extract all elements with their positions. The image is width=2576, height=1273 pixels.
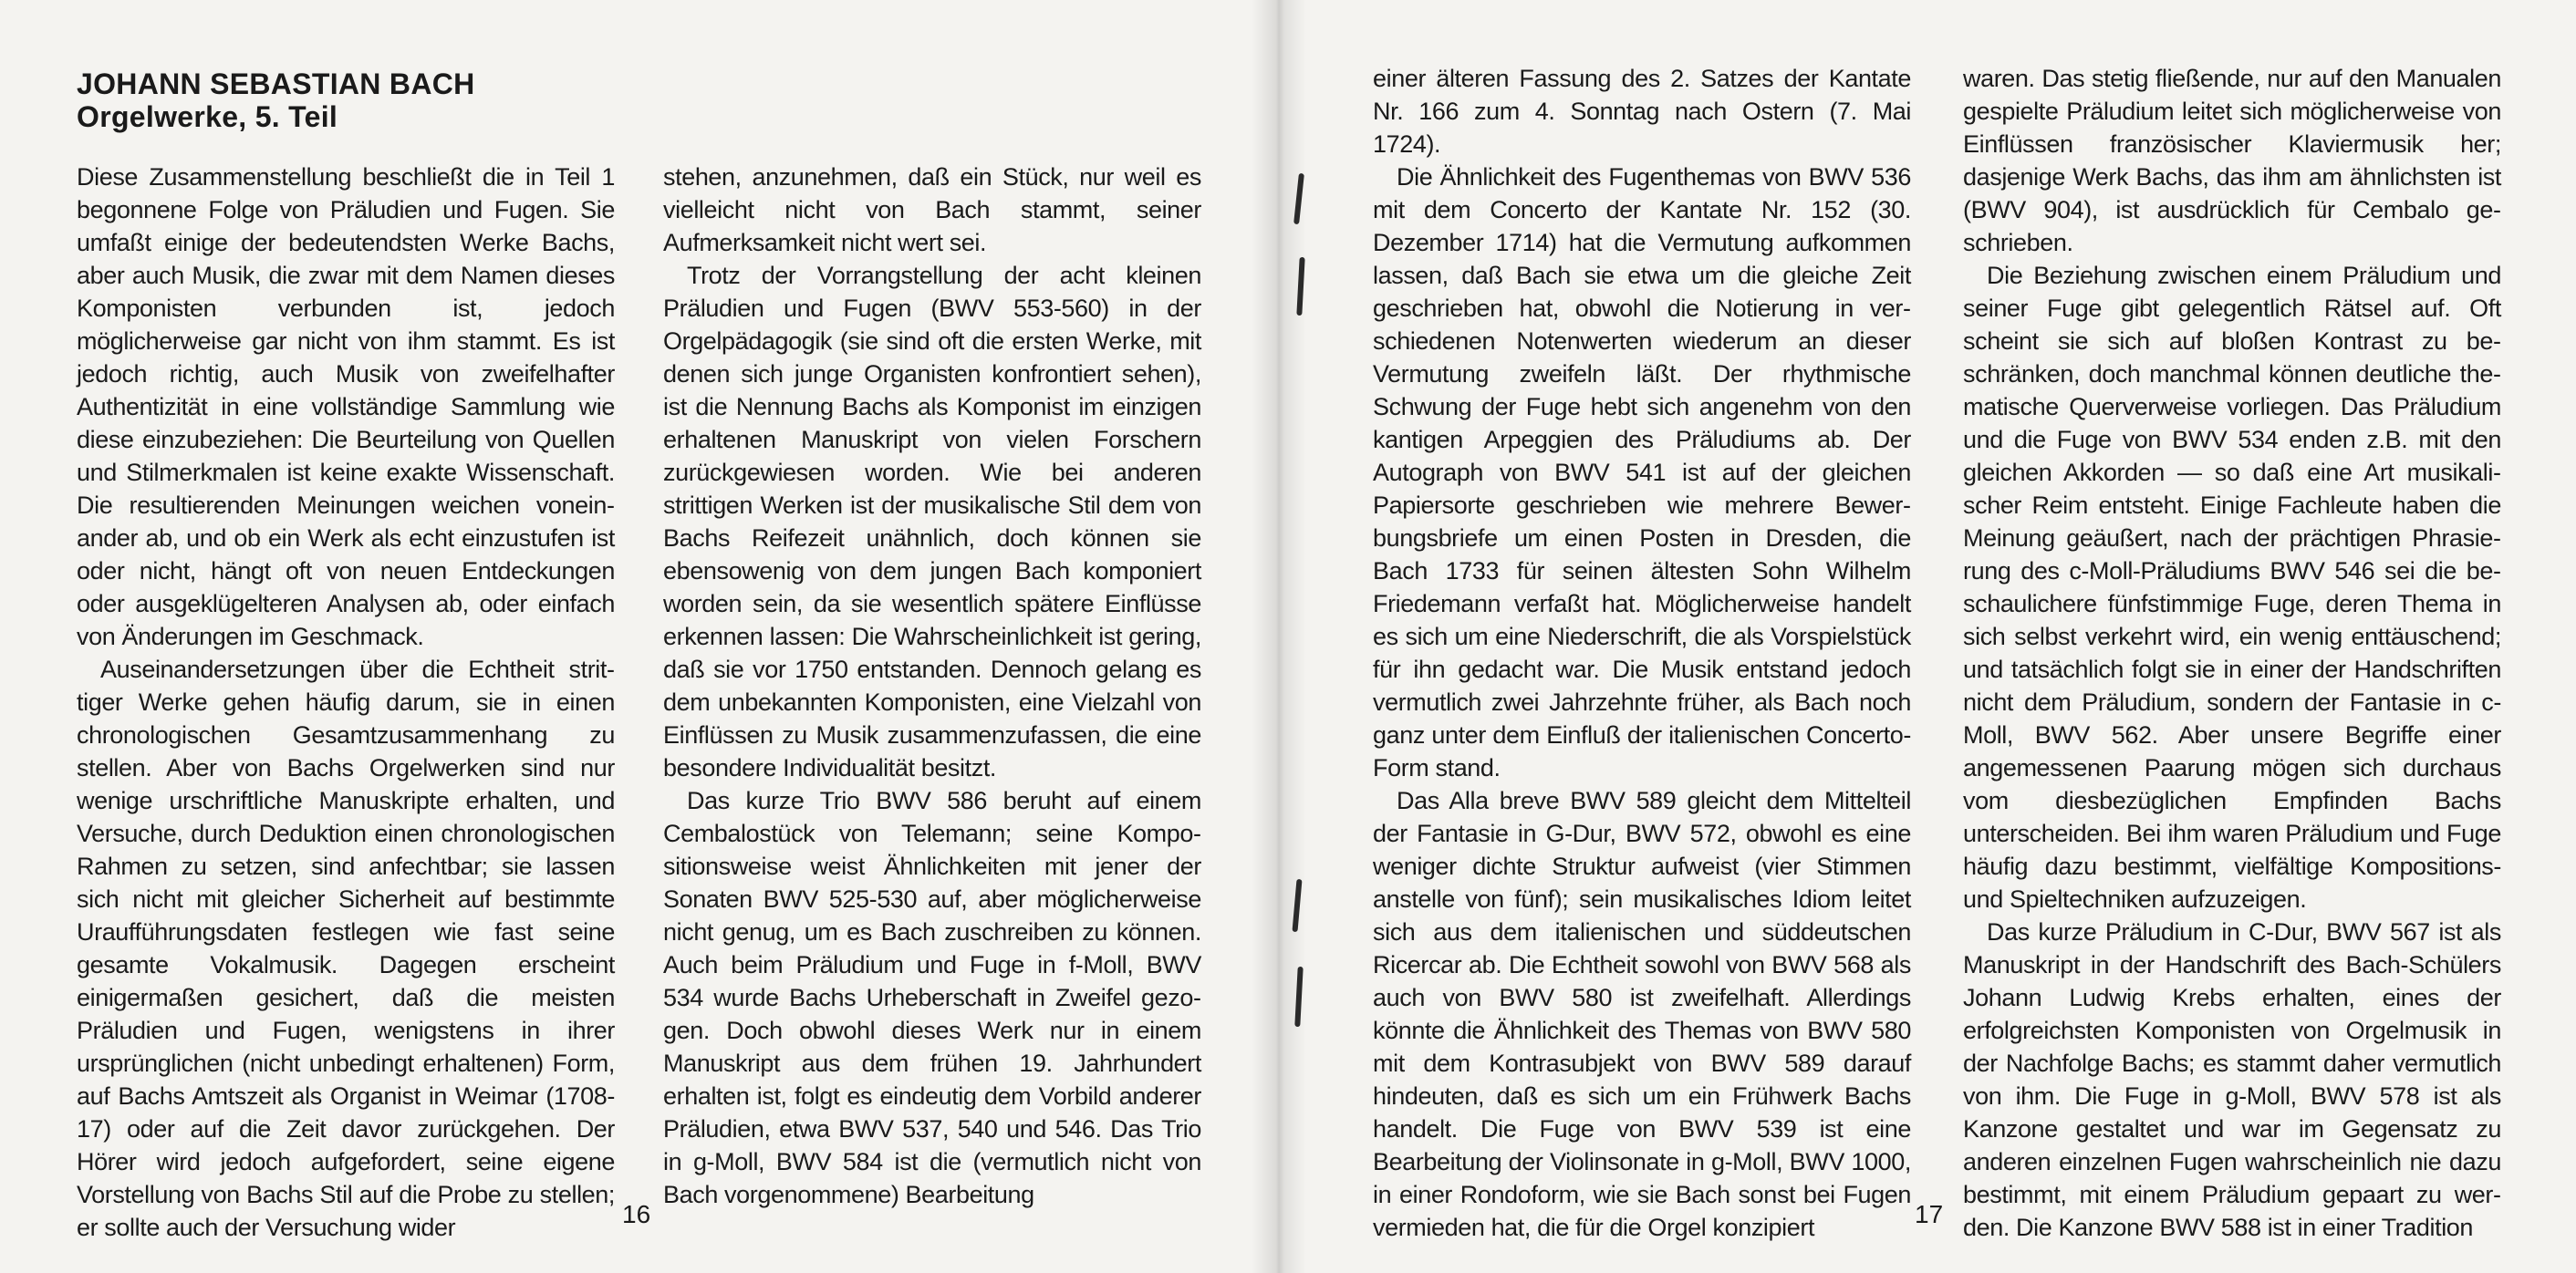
paragraph: Das kurze Trio BWV 586 beruht auf einem Cembalostück von Telemann; seine Kompositionsweise weist Ähnlichkeiten mit jener der Sonaten BWV 525-530 auf, aber möglicherweise nicht genug, um es Bach zuschreiben zu können. Auch beim Präludium und Fuge in f-Moll, BWV 534 wurde Bachs Urheberschaft in Zweifel gezogen. Doch obwohl dieses Werk nur in einem Manuskript aus dem frühen 19. Jahrhundert erhalten ist, folgt es eindeutig dem Vorbild anderer Präludien, etwa BWV 537, 540 und 546. Das Trio in g-Moll, BWV 584 ist die (vermutlich nicht von Bach vorgenommene) Bearbeitung (663, 787, 1201, 1208)
article-subtitle: Orgelwerke, 5. Teil (77, 100, 338, 133)
text-column-4 (1963, 62, 2501, 1244)
text-column-2 (663, 160, 1201, 1211)
paragraph: stehen, anzunehmen, daß ein Stück, nur weil es vielleicht nicht von Bach stammt, seiner Aufmerksamkeit nicht wert sei. (663, 163, 1201, 256)
text-column-1 (77, 160, 615, 1244)
page-number-right: 17 (1915, 1200, 1944, 1228)
article-heading (77, 67, 642, 133)
paragraph: Trotz der Vorrangstellung der acht kleinen Präludien und Fugen (BWV 553-560) in der Orgelpädagogik (sie sind oft die ersten Werke, mit denen sich junge Organisten konfrontiert sehen), ist die Nennung Bachs als Komponist im einzigen erhaltenen Manuskript von vielen Forschern zurückgewiesen worden. Wie bei anderen strittigen Werken ist der musikalische Stil dem von Bachs Reifezeit unähnlich, doch können sie ebensowenig von dem jungen Bach komponiert worden sein, da sie wesentlich spätere Einflüsse erkennen lassen: Die Wahrscheinlichkeit ist gering, daß sie vor 1750 entstanden. Dennoch gelang es dem unbekannten Komponisten, eine Vielzahl von Einflüssen zu Musik zusammenzufassen, die eine besondere Individualität besitzt. (663, 262, 1201, 781)
paragraph: Auseinandersetzungen über die Echtheit strittiger Werke gehen häufig darum, sie in einen chronologischen Gesamtzusammenhang zu stellen. Aber von Bachs Orgelwerken sind nur wenige urschriftliche Manuskripte erhalten, und Versuche, durch Deduktion einen chronologischen Rahmen zu setzen, sind anfechtbar; sie lassen sich nicht mit gleicher Sicherheit auf bestimmte Uraufführungsdaten festlegen wie fast seine gesamte Vokalmusik. Dagegen erscheint einigermaßen gesichert, daß die meisten Präludien und Fugen, wenigstens in ihrer ursprünglichen (nicht unbedingt erhaltenen) Form, auf Bachs Amtszeit als Organist in Weimar (1708-17) oder auf die Zeit davor zurückgehen. Der Hörer wird jedoch aufgefordert, seine eigene Vorstellung von Bachs Stil auf die Probe zu stellen; er sollte auch der Versuchung wider (77, 656, 615, 1241)
page-number-left: 16 (622, 1200, 651, 1228)
text-column-3 (1373, 62, 1911, 1244)
paragraph: waren. Das stetig fließende, nur auf den Manualen gespielte Präludium leitet sich möglicherweise von Einflüssen französischer Klaviermusik her; dasjenige Werk Bachs, das ihm am ähnlichsten ist (BWV 904), ist ausdrücklich für Cembalo geschrieben. (1963, 65, 2501, 256)
paragraph: Die Beziehung zwischen einem Präludium und seiner Fuge gibt gelegentlich Rätsel auf. Oft scheint sie sich auf bloßen Kontrast zu beschränken, doch manchmal können deutliche thematische Querverweise vorliegen. Das Präludium und die Fuge von BWV 534 enden z.B. mit den gleichen Akkorden — so daß eine Art musikalischer Reim entsteht. Einige Fachleute haben die Meinung geäußert, nach der prächtigen Phrasierung des c-Moll-Präludiums BWV 546 sei die beschaulichere fünfstimmige Fuge, deren Thema in sich selbst verkehrt wird, ein wenig enttäuschend; und tatsächlich folgt sie in einer der Handschriften nicht dem Präludium, sondern der Fantasie in c-Moll, BWV 562. Aber unsere Begriffe einer angemessenen Paarung mögen sich durchaus vom diesbezüglichen Empfinden Bachs unterscheiden. Bei ihm waren Präludium und Fuge häufig dazu bestimmt, vielfältige Kompositions- und Spieltechniken aufzuzeigen. (1963, 262, 2501, 913)
paragraph: Das Alla breve BWV 589 gleicht dem Mittelteil der Fantasie in G-Dur, BWV 572, obwohl es eine weniger dichte Struktur aufweist (vier Stimmen anstelle von fünf); sein musikalisches Idiom leitet sich aus dem italienischen und süddeutschen Ricercar ab. Die Echtheit sowohl von BWV 568 als auch von BWV 580 ist zweifelhaft. Allerdings könnte die Ähnlichkeit des Themas von BWV 580 mit dem Kontrasubjekt von BWV 589 darauf hindeuten, daß es sich um ein Frühwerk Bachs handelt. Die Fuge von BWV 539 ist eine Bearbeitung der Violinsonate in g-Moll, BWV 1000, in einer Rondoform, wie sie Bach sonst bei Fugen vermieden hat, die für die Orgel konzipiert (1373, 787, 1911, 1241)
paragraph: Das kurze Präludium in C-Dur, BWV 567 ist als Manuskript in der Handschrift des Bach-Schülers Johann Ludwig Krebs erhalten, eines der erfolgreichsten Komponisten von Orgelmusik in der Nachfolge Bachs; es stammt daher vermutlich von ihm. Die Fuge in g-Moll, BWV 578 ist als Kanzone gestaltet und war im Gegensatz zu anderen einzelnen Fugen wahrscheinlich nie dazu bestimmt, mit einem Präludium gepaart zu werden. Die Kanzone BWV 588 ist in einer Tradition (1963, 918, 2501, 1241)
paragraph: einer älteren Fassung des 2. Satzes der Kantate Nr. 166 zum 4. Sonntag nach Ostern (7. Mai 1724). (1373, 65, 1911, 158)
paragraph: Die Ähnlichkeit des Fugenthemas von BWV 536 mit dem Concerto der Kantate Nr. 152 (30. Dezember 1714) hat die Vermutung aufkommen lassen, daß Bach sie etwa um die gleiche Zeit geschrieben hat, obwohl die Notierung in verschiedenen Notenwerten wiederum an dieser Vermutung zweifeln läßt. Der rhythmische Schwung der Fuge hebt sich angenehm von den kantigen Arpeggien des Präludiums ab. Der Autograph von BWV 541 ist auf der gleichen Papiersorte geschrieben wie mehrere Bewerbungsbriefe um einen Posten in Dresden, die Bach 1733 für seinen ältesten Sohn Wilhelm Friedemann verfaßt hat. Möglicherweise handelt es sich um eine Niederschrift, die als Vorspielstück für ihn gedacht war. Die Musik entstand jedoch vermutlich zwei Jahrzehnte früher, als Bach noch ganz unter dem Einfluß der italienischen Concerto-Form stand. (1373, 163, 1911, 781)
paragraph: Diese Zusammenstellung beschließt die in Teil 1 begonnene Folge von Präludien und Fugen. Sie umfaßt einige der bedeutendsten Werke Bachs, aber auch Musik, die zwar mit dem Namen dieses Komponisten verbunden ist, jedoch möglicherweise gar nicht von ihm stammt. Es ist jedoch richtig, auch Musik von zweifelhafter Authentizität in eine vollständige Sammlung wie diese einzubeziehen: Die Beurteilung von Quellen und Stilmerkmalen ist keine exakte Wissenschaft. Die resultierenden Meinungen weichen voneinander ab, und ob ein Werk als echt einzustufen ist oder nicht, hängt oft von neuen Entdeckungen oder ausgeklügelteren Analysen ab, oder einfach von Änderungen im Geschmack. (77, 163, 615, 650)
composer-title: JOHANN SEBASTIAN BACH (77, 67, 475, 100)
